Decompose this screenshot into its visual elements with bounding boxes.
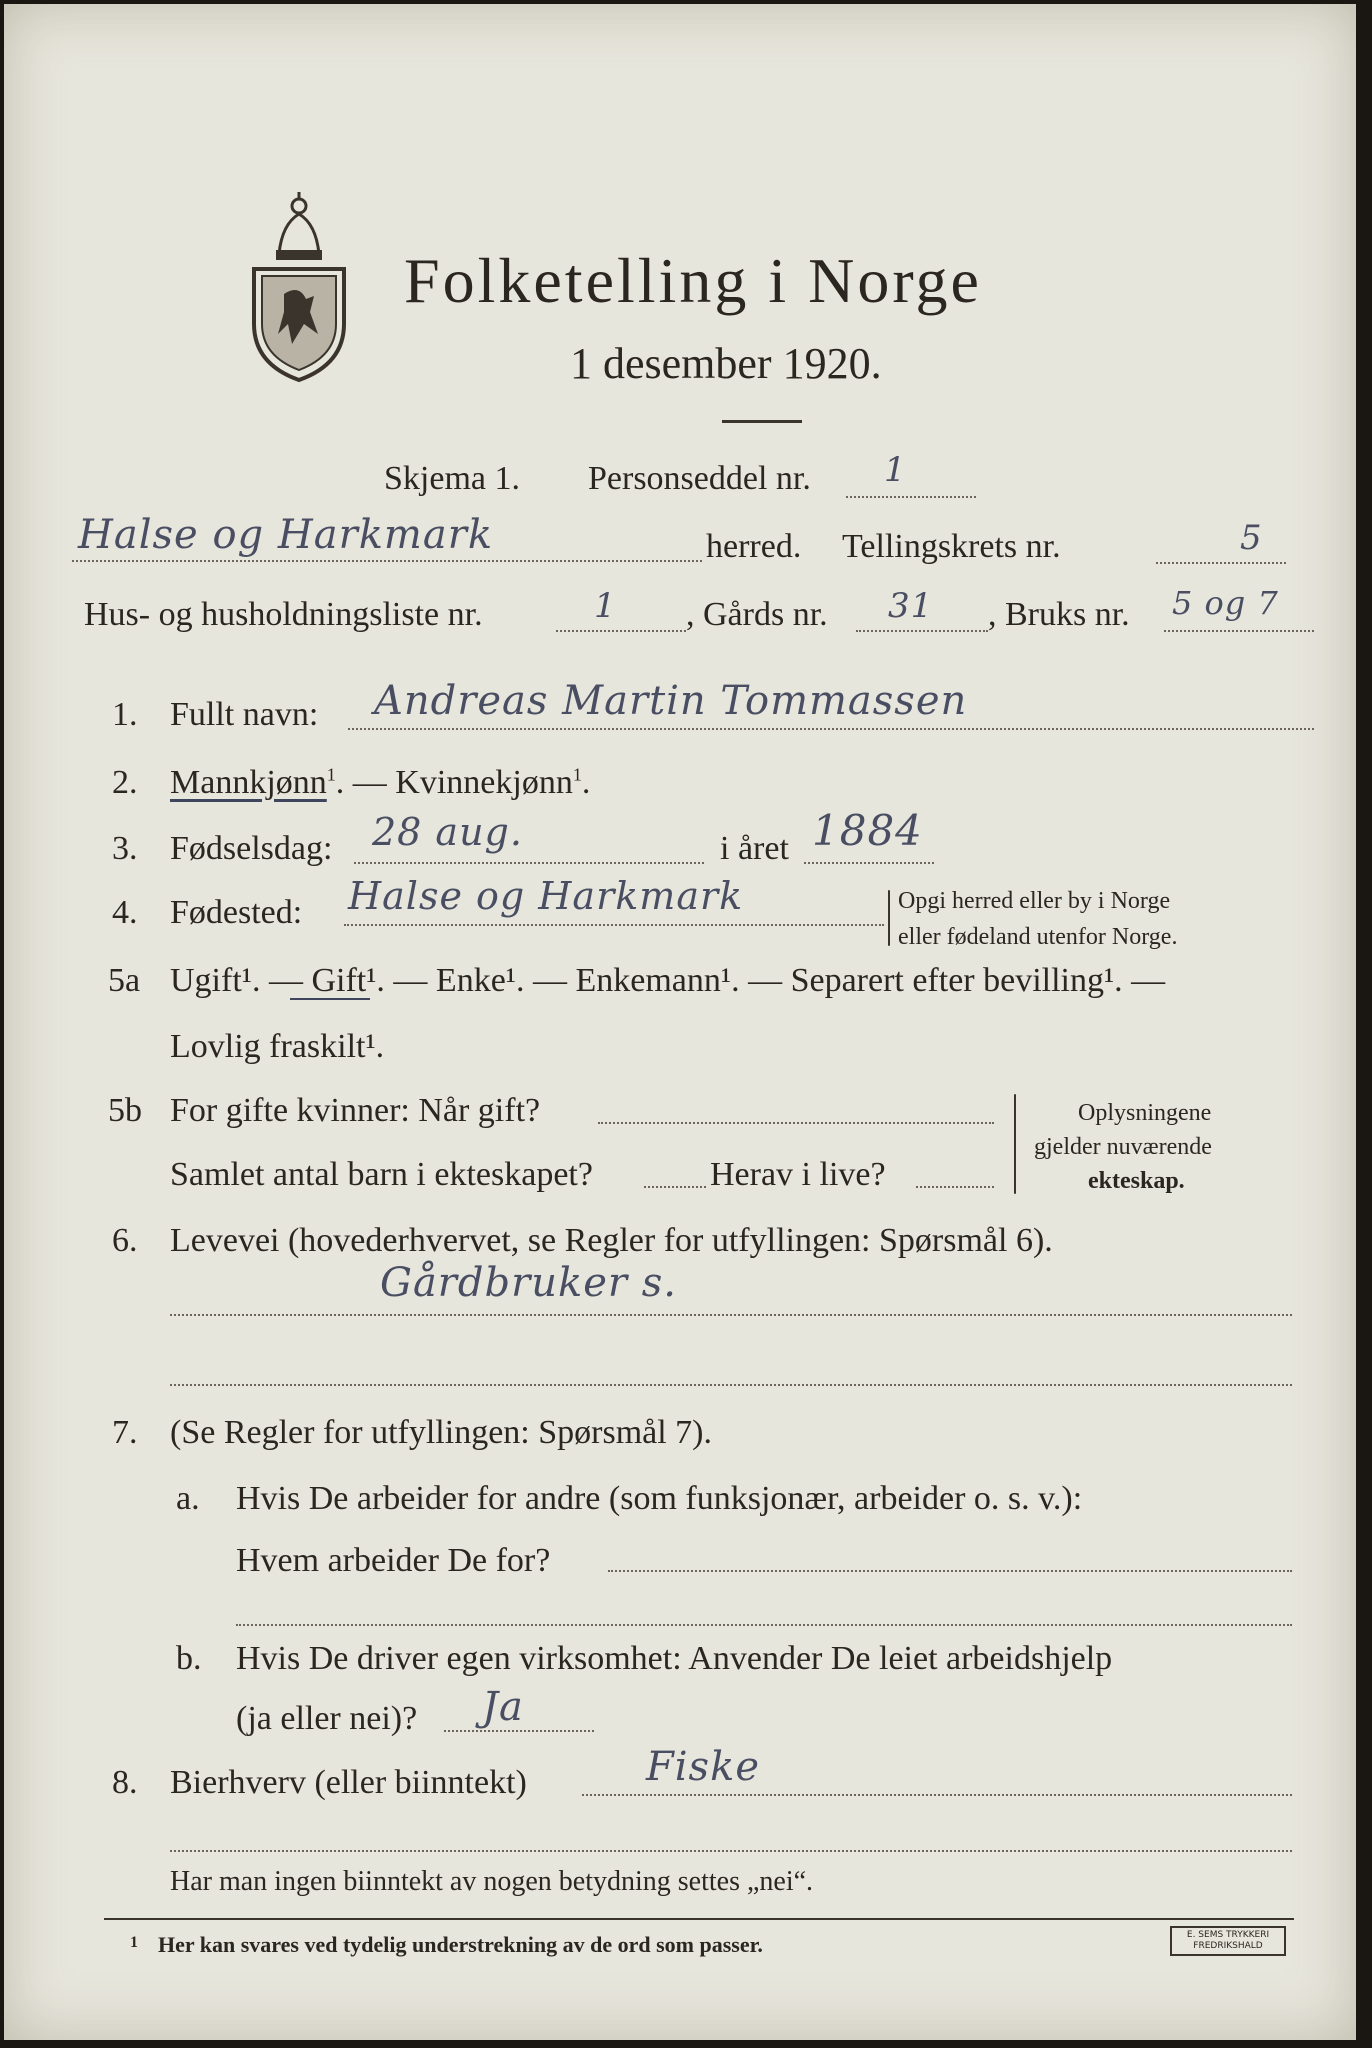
husholdning-value[interactable]: 1 xyxy=(594,586,617,626)
q8-number: 8. xyxy=(112,1764,138,1801)
herred-value[interactable]: Halse og Harkmark xyxy=(78,512,494,558)
printer-stamp-line2: FREDRIKSHALD xyxy=(1193,1941,1263,1951)
q4-number: 4. xyxy=(112,894,138,931)
q5b-number: 5b xyxy=(108,1092,142,1129)
bruks-label: , Bruks nr. xyxy=(988,596,1130,633)
q7a-line2: Hvem arbeider De for? xyxy=(236,1542,551,1579)
q3-year-label: i året xyxy=(720,830,789,867)
printer-stamp-line1: E. SEMS TRYKKERI xyxy=(1186,1930,1270,1940)
q4-note-line2: eller fødeland utenfor Norge. xyxy=(898,924,1178,950)
q6-occupation[interactable]: Gårdbruker s. xyxy=(380,1260,678,1306)
q4-label: Fødested: xyxy=(170,894,303,931)
census-date: 1 desember 1920. xyxy=(570,339,882,388)
q7-number: 7. xyxy=(112,1414,138,1451)
census-form-page xyxy=(4,4,1356,2040)
q7b-line1: Hvis De driver egen virksomhet: Anvender De leiet arbeidshjelp xyxy=(236,1640,1113,1677)
personseddel-value[interactable]: 1 xyxy=(884,450,907,490)
q1-number: 1. xyxy=(112,696,138,733)
tellingskrets-line xyxy=(1156,562,1286,564)
q3-date-line xyxy=(354,862,704,864)
q6-line1 xyxy=(170,1314,1292,1316)
gift-underline xyxy=(290,998,370,1000)
q8-line2 xyxy=(170,1850,1292,1852)
q7-label: (Se Regler for utfyllingen: Spørsmål 7). xyxy=(170,1414,713,1451)
q6-line2 xyxy=(170,1384,1292,1386)
q5a-number: 5a xyxy=(108,962,141,999)
q5a-marital-options[interactable]: Ugift¹. — Gift¹. — Enke¹. — Enkemann¹. — Separert efter bevilling¹. — xyxy=(170,962,1166,999)
q3-number: 3. xyxy=(112,830,138,867)
q8-note: Har man ingen biinntekt av nogen betydning settes „nei“. xyxy=(170,1866,814,1897)
q7b-answer[interactable]: Ja xyxy=(482,1684,524,1730)
q4-note-line1: Opgi herred eller by i Norge xyxy=(898,888,1171,914)
q1-label: Fullt navn: xyxy=(170,696,319,733)
sex-separator: . — xyxy=(335,764,396,801)
form-title: Folketelling i Norge xyxy=(404,245,982,316)
q5b-children-line xyxy=(644,1186,706,1188)
tellingskrets-value[interactable]: 5 xyxy=(1240,518,1263,558)
q2-number: 2. xyxy=(112,764,138,801)
coat-of-arms-icon xyxy=(244,184,354,384)
q5a-fraskilt[interactable]: Lovlig fraskilt¹. xyxy=(170,1028,385,1065)
q1-line xyxy=(348,728,1314,730)
herred-label: herred. xyxy=(706,528,802,565)
q5b-note-brace xyxy=(1014,1094,1016,1194)
q6-number: 6. xyxy=(112,1222,138,1259)
q7a-employer-line[interactable] xyxy=(608,1570,1292,1572)
bruks-line xyxy=(1164,630,1314,632)
gards-line xyxy=(856,630,988,632)
printer-stamp xyxy=(1170,1926,1286,1956)
q3-birthday[interactable]: 28 aug. xyxy=(372,810,523,854)
q5b-children-label: Samlet antal barn i ekteskapet? xyxy=(170,1156,593,1193)
q5b-married-line xyxy=(598,1122,994,1124)
q5b-married-when: For gifte kvinner: Når gift? xyxy=(170,1092,541,1129)
q3-label: Fødselsdag: xyxy=(170,830,333,867)
q5b-note-line3: ekteskap. xyxy=(1088,1168,1185,1194)
title-divider xyxy=(722,420,802,423)
gards-value[interactable]: 31 xyxy=(888,586,934,626)
q3-birth-year[interactable]: 1884 xyxy=(812,806,923,855)
q5b-note-line2: gjelder nuværende xyxy=(1034,1134,1212,1160)
q7b-marker: b. xyxy=(176,1640,202,1677)
q6-label: Levevei (hovederhvervet, se Regler for utfyllingen: Spørsmål 6). xyxy=(170,1222,1053,1259)
q7b-line2: (ja eller nei)? xyxy=(236,1700,418,1737)
q8-label: Bierhverv (eller biinntekt) xyxy=(170,1764,527,1801)
q4-birthplace[interactable]: Halse og Harkmark xyxy=(348,874,744,918)
personseddel-line xyxy=(846,496,976,498)
q5b-alive-label: Herav i live? xyxy=(710,1156,886,1193)
q7b-answer-line xyxy=(444,1730,594,1732)
male-footnote-mark: 1 xyxy=(326,764,336,785)
female-option[interactable]: Kvinnekjønn xyxy=(395,764,573,801)
husholdning-line xyxy=(556,630,686,632)
q1-full-name[interactable]: Andreas Martin Tommassen xyxy=(374,678,968,724)
female-footnote-mark: 1 xyxy=(572,764,582,785)
husholdning-label: Hus- og husholdningsliste nr. xyxy=(84,596,483,633)
footnote-mark: 1 xyxy=(130,1934,138,1951)
q3-year-line xyxy=(804,862,934,864)
q2-sex-options: Mannkjønn$^1$. — Kvinnekjønn$^1$. xyxy=(170,764,591,801)
q7a-line1: Hvis De arbeider for andre (som funksjonær, arbeider o. s. v.): xyxy=(236,1480,1083,1517)
q7a-line-extra xyxy=(236,1624,1292,1626)
footnote-text: Her kan svares ved tydelig understrekning av de ord som passer. xyxy=(158,1932,763,1957)
q8-side-occupation[interactable]: Fiske xyxy=(646,1744,760,1790)
personseddel-label: Personseddel nr. xyxy=(588,460,811,497)
q8-line1 xyxy=(582,1794,1292,1796)
bruks-value[interactable]: 5 og 7 xyxy=(1172,584,1279,622)
q5b-alive-line xyxy=(916,1186,994,1188)
q4-line xyxy=(344,924,884,926)
male-option[interactable]: Mannkjønn xyxy=(170,764,327,801)
gards-label: , Gårds nr. xyxy=(686,596,828,633)
q7a-marker: a. xyxy=(176,1480,200,1517)
tellingskrets-label: Tellingskrets nr. xyxy=(842,528,1061,565)
footnote-divider xyxy=(104,1918,1294,1920)
herred-line xyxy=(72,560,702,562)
q4-note-brace xyxy=(888,890,890,946)
schema-label: Skjema 1. xyxy=(384,460,520,497)
q5b-note-line1: Oplysningene xyxy=(1078,1100,1212,1126)
